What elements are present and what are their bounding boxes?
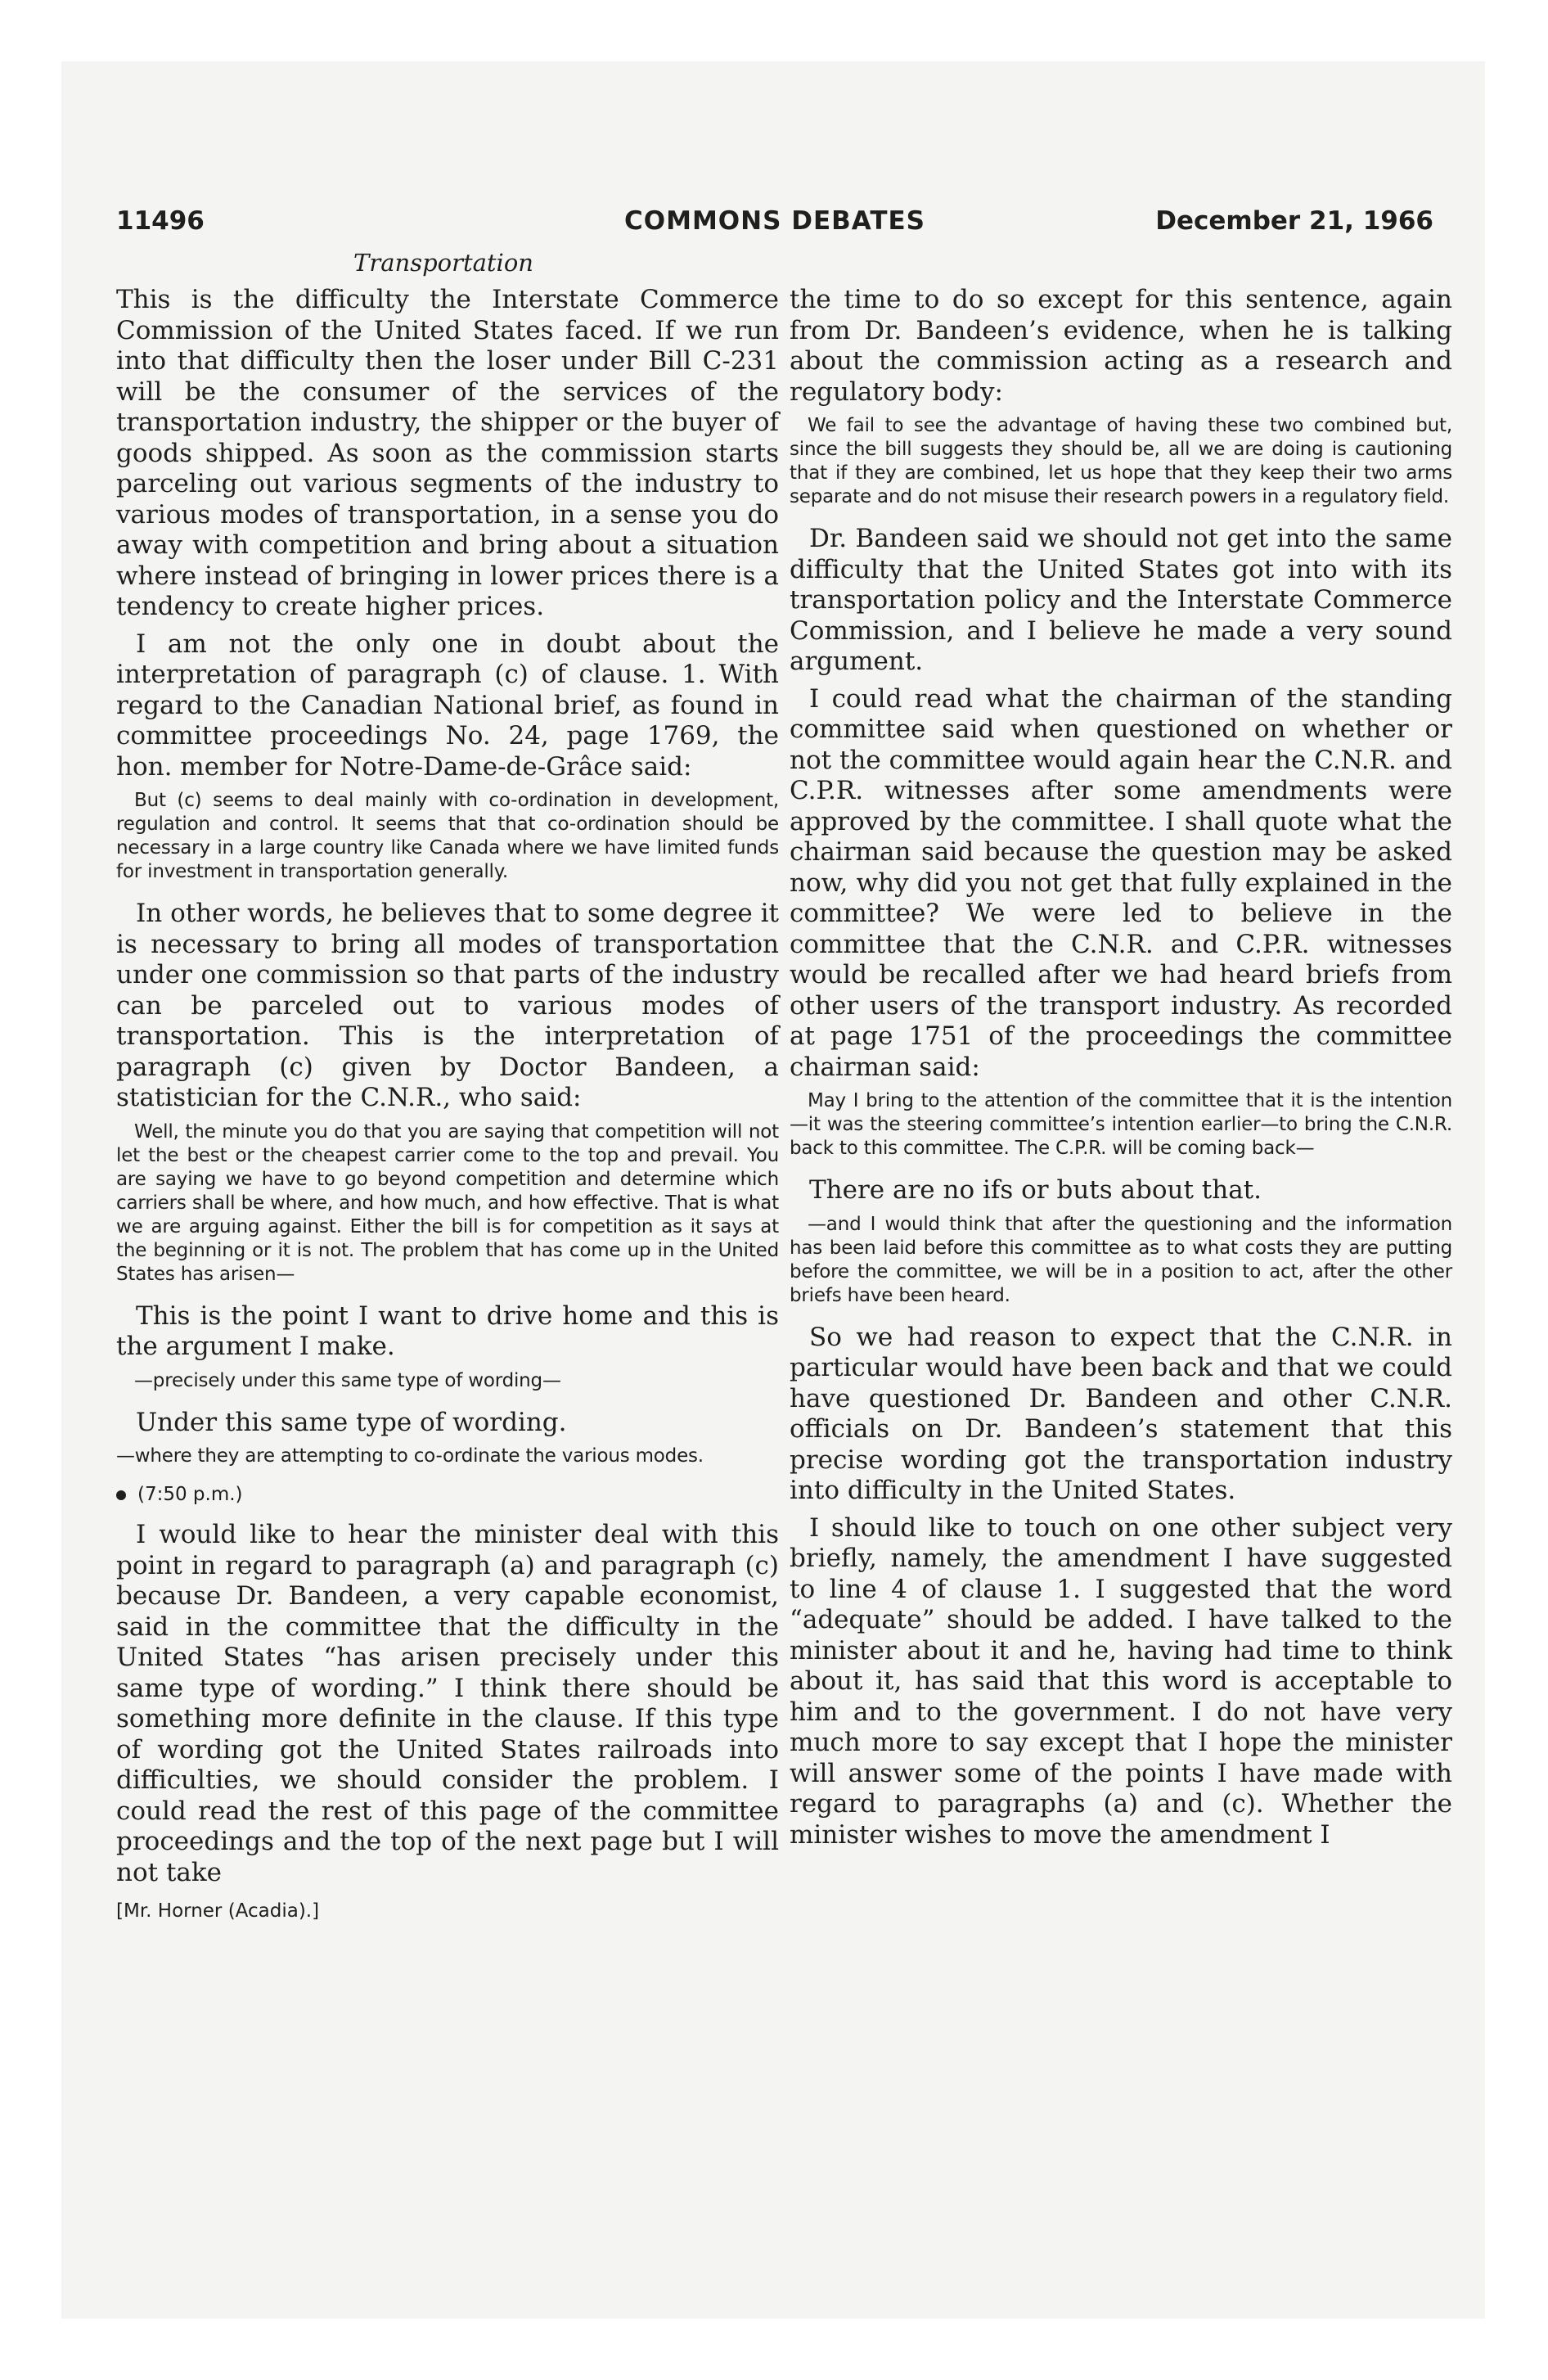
page-number: 11496 [116,206,205,236]
paragraph: I am not the only one in doubt about the interpretation of paragraph (c) of clause. 1. With regard to the Canadian National brief, as found in committee proceedings No. 24, page 1769, the hon. member for Notre-Dame-de-Grâce said: [116,629,779,782]
section-topic: Transportation [353,249,533,277]
time-label: (7:50 p.m.) [137,1484,243,1505]
publication-title: COMMONS DEBATES [624,206,925,236]
block-quote: —where they are attempting to co-ordinate the various modes. [116,1445,704,1467]
right-column [790,285,1452,1857]
time-stamp [116,1483,779,1507]
bullet-icon [116,1490,126,1500]
block-quote: May I bring to the attention of the committee that it is the intention—it was the steering committee’s intention earlier—to bring the C.N.R. back to this committee. The C.P.R. will be coming back— [790,1090,1452,1159]
page-header [116,206,1433,244]
block-quote: But (c) seems to deal mainly with co-ordination in development, regulation and control. It seems that that co-ordination should be necessary in a large country like Canada where we have limited funds for investment in transportation generally. [116,790,779,882]
block-quote: —and I would think that after the questioning and the information has been laid before this committee as to what costs they are putting before the committee, we will be in a position to act, after the other briefs have been heard. [790,1213,1452,1306]
paragraph: There are no ifs or buts about that. [809,1175,1262,1205]
left-column [116,285,779,1923]
paragraph: Dr. Bandeen said we should not get into the same difficulty that the United States got into with its transportation policy and the Interstate Commerce Commission, and I believe he made a very sound argument. [790,524,1452,676]
block-quote: We fail to see the advantage of having these two combined but, since the bill suggests they should be, all we are doing is cautioning that if they are combined, let us hope that they keep their two arms separate and do not misuse their research powers in a regulatory field. [790,415,1452,507]
paragraph: I could read what the chairman of the standing committee said when questioned on whether or not the committee would again hear the C.N.R. and C.P.R. witnesses after some amendments were approved by the committee. I shall quote what the chairman said because the question may be asked now, why did you not get that fully explained in the committee? We were led to believe in the committee that the C.N.R. and C.P.R. witnesses would be recalled after we had heard briefs from other users of the transport industry. As recorded at page 1751 of the proceedings the committee chairman said: [790,683,1452,1082]
speaker-attribution: [Mr. Horner (Acadia).] [116,1900,320,1922]
paragraph: So we had reason to expect that the C.N.R. in particular would have been back and that we could have questioned Dr. Bandeen and other C.N.R. officials on Dr. Bandeen’s statement that this precise wording got the transportation industry into difficulty in the United States. [790,1322,1452,1505]
paragraph: This is the difficulty the Interstate Commerce Commission of the United States faced. If we run into that difficulty then the loser under Bill C-231 will be the consumer of the services of the transportation industry, the shipper or the buyer of goods shipped. As soon as the commission starts parceling out various segments of the industry to various modes of transportation, in a sense you do away with competition and bring about a situation where instead of bringing in lower prices there is a tendency to create higher prices. [116,285,779,621]
paragraph: This is the point I want to drive home and this is the argument I make. [116,1300,779,1361]
block-quote: —precisely under this same type of wording— [134,1369,561,1391]
page-date: December 21, 1966 [1155,206,1433,236]
paragraph: I would like to hear the minister deal with this point in regard to paragraph (a) and paragraph (c) because Dr. Bandeen, a very capable economist, said in the committee that the difficulty in the United States “has arisen precisely under this same type of wording.” I think there should be something more definite in the clause. If this type of wording got the United States railroads into difficulties, we should consider the problem. I could read the rest of this page of the committee proceedings and the top of the next page but I will not take [116,1520,779,1887]
paragraph: In other words, he believes that to some degree it is necessary to bring all modes of transportation under one commission so that parts of the industry can be parceled out to various modes of transportation. This is the interpretation of paragraph (c) given by Doctor Bandeen, a statistician for the C.N.R., who said: [116,899,779,1112]
paragraph: I should like to touch on one other subject very briefly, namely, the amendment I have suggested to line 4 of clause 1. I suggested that the word “adequate” should be added. I have talked to the minister about it and he, having had time to think about it, has said that this word is acceptable to him and to the government. I do not have very much more to say except that I hope the minister will answer some of the points I have made with regard to paragraphs (a) and (c). Whether the minister wishes to move the amendment I [790,1512,1452,1850]
paragraph: the time to do so except for this sentence, again from Dr. Bandeen’s evidence, when he is talking about the commission acting as a research and regulatory body: [790,285,1452,407]
paragraph: Under this same type of wording. [136,1407,567,1437]
block-quote: Well, the minute you do that you are saying that competition will not let the best or the cheapest carrier come to the top and prevail. You are saying we have to go beyond competition and determine which carriers shall be where, and how much, and how effective. That is what we are arguing against. Either the bill is for competition as it says at the beginning or it is not. The problem that has come up in the United States has arisen— [116,1120,779,1285]
